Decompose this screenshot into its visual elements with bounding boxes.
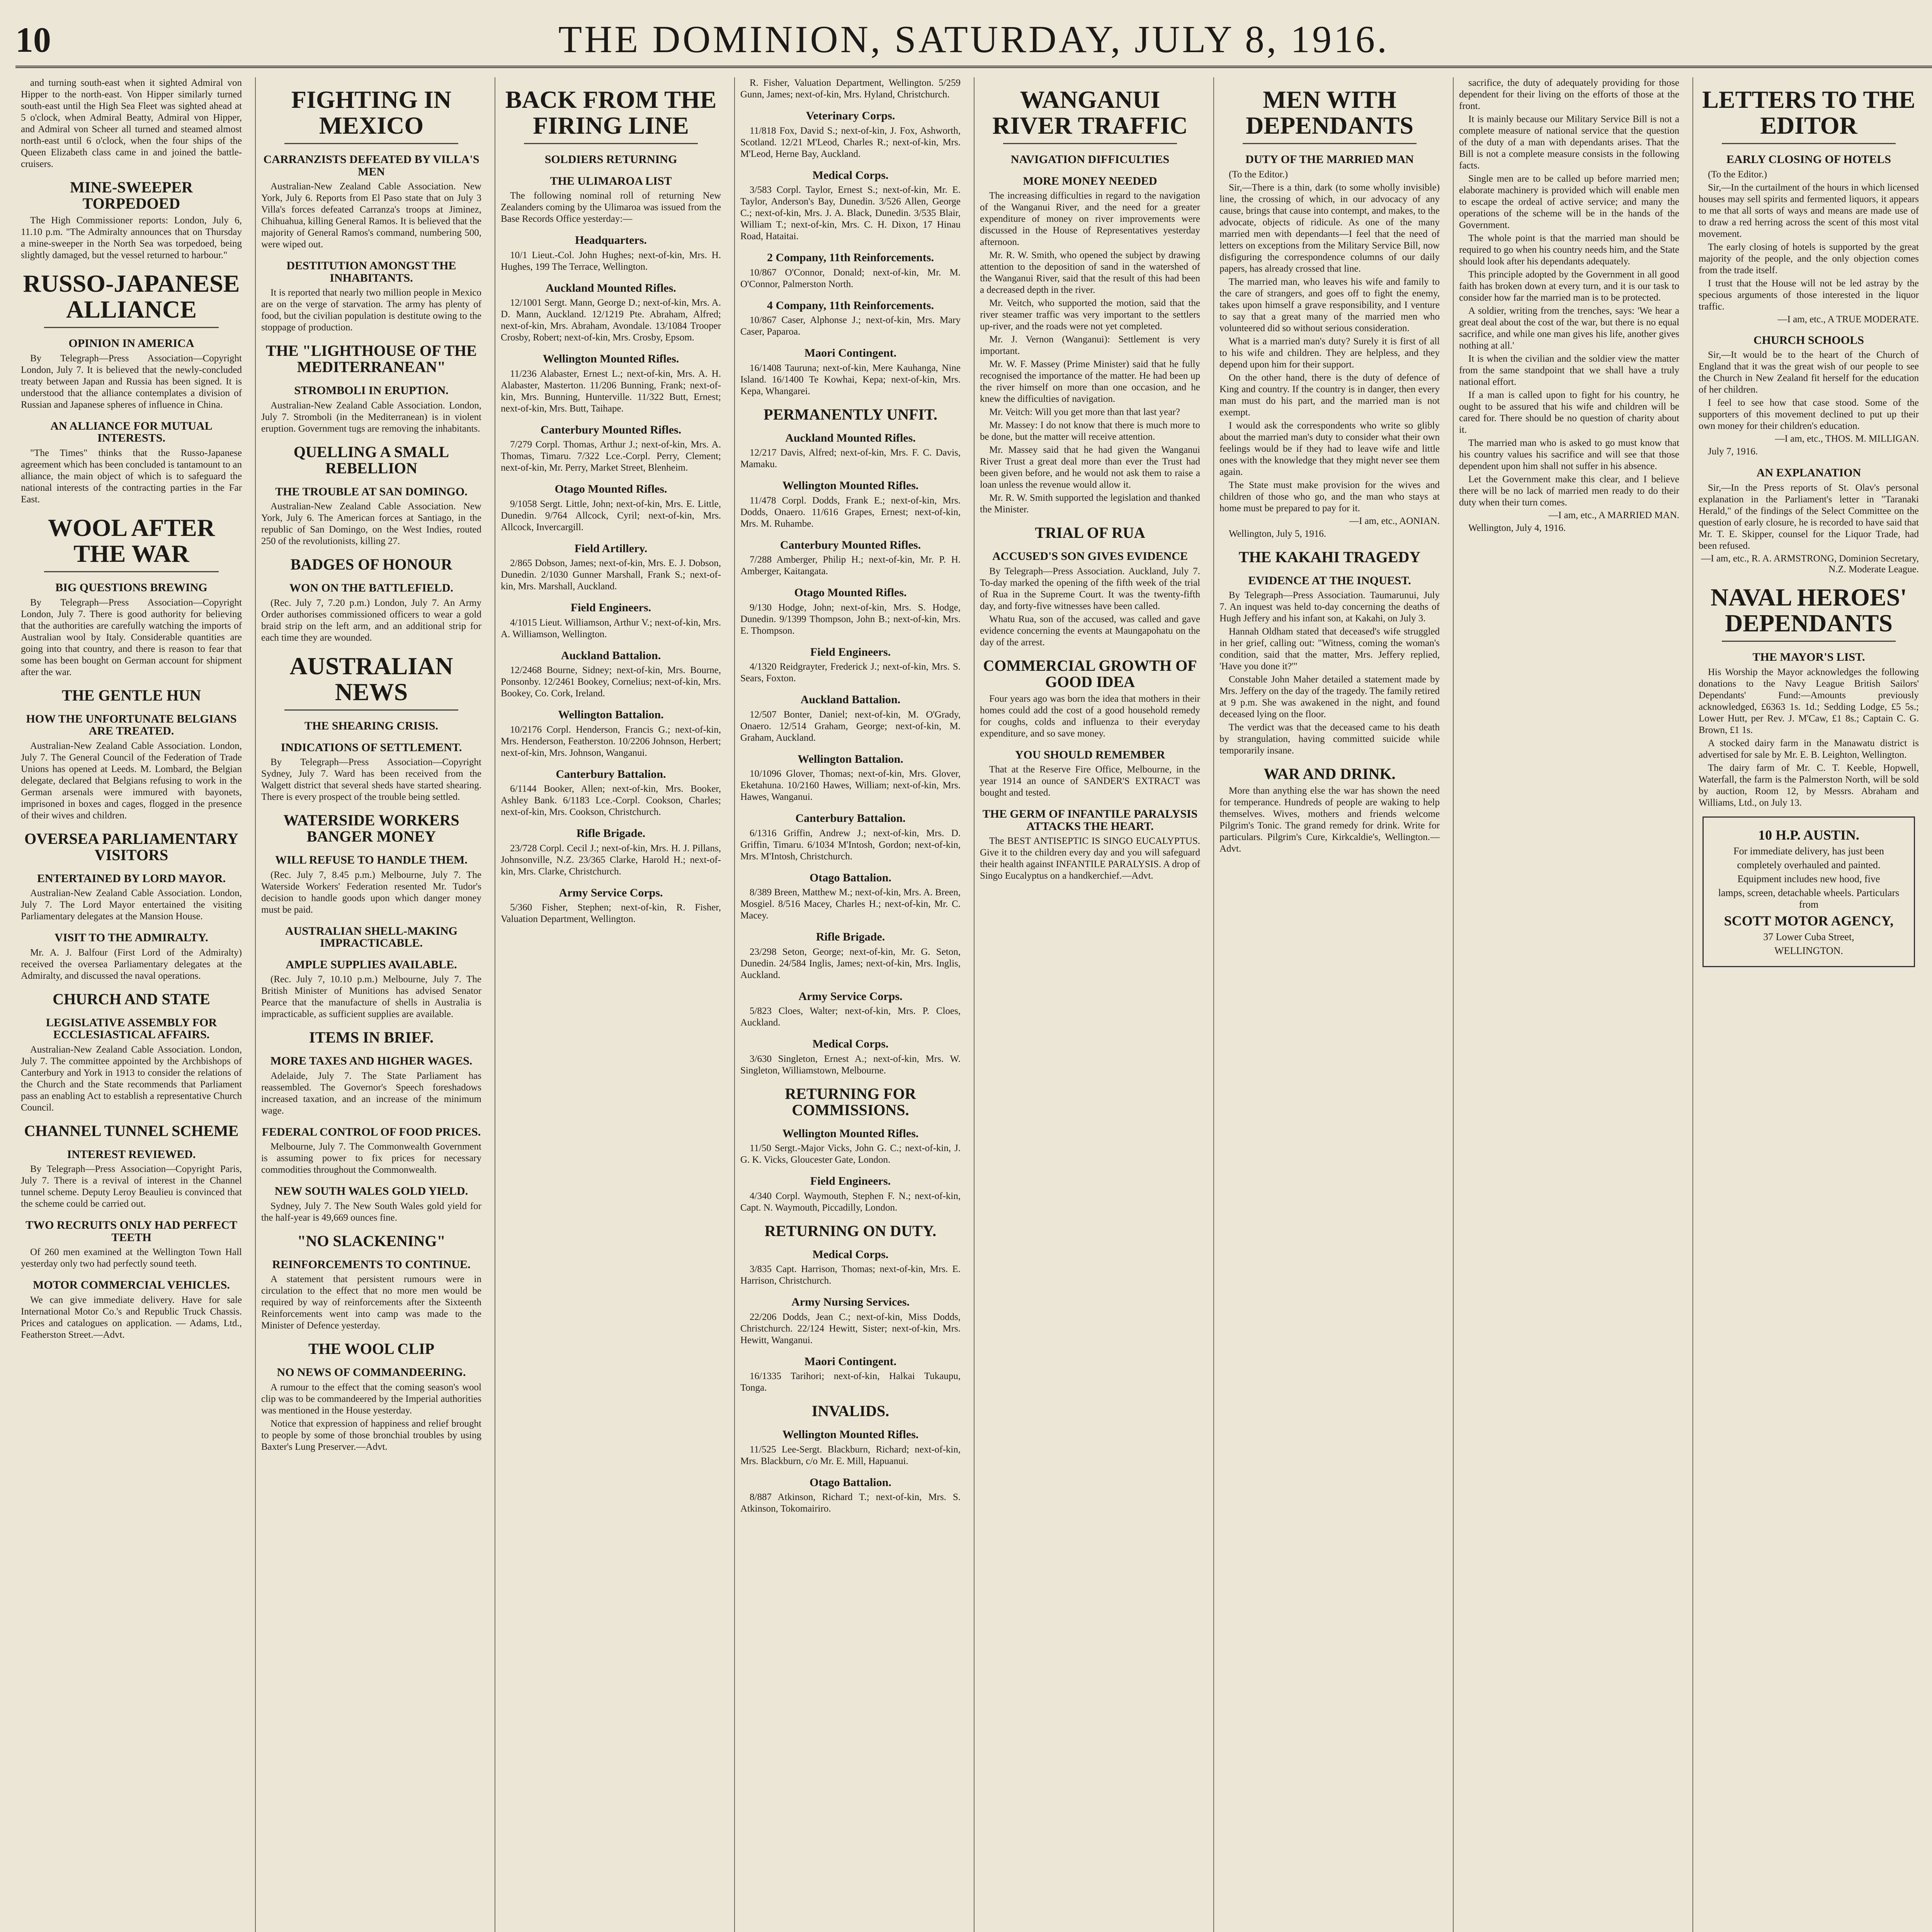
article-paragraph: What is a married man's duty? Surely it is first of all to his wife and children. They are helpless, and they depend upon him for their support. bbox=[1219, 336, 1440, 370]
section-heading: Wellington Mounted Rifles. bbox=[782, 479, 919, 492]
article-paragraph: 16/1408 Tauruna; next-of-kin, Mere Kauhanga, Nine Island. 16/1400 Te Kowhai, Kepa; next-of-kin, Mrs. Kepa, Whangarei. bbox=[740, 362, 961, 396]
article-paragraph: Single men are to be called up before married men; elaborate machinery is provided which will enable men to escape the ordeal of active service; and many the operations of the scheme will be in the hands of the Government. bbox=[1459, 173, 1679, 230]
article-paragraph: 3/835 Capt. Harrison, Thomas; next-of-kin, Mrs. E. Harrison, Christchurch. bbox=[740, 1264, 961, 1286]
article-paragraph: Constable John Maher detailed a statement made by Mrs. Jeffery on the day of the tragedy. The family retired at 9 p.m. She was awakened in the night, and found deceased lying on the floor. bbox=[1219, 674, 1440, 720]
article-paragraph: Mr. Massey: I do not know that there is much more to be done, but the matter will receive attention. bbox=[980, 420, 1200, 442]
section-heading: WILL REFUSE TO HANDLE THEM. bbox=[275, 854, 468, 867]
article-paragraph: A stocked dairy farm in the Manawatu district is advertised for sale by Mr. E. B. Leighton, Wellington. bbox=[1699, 738, 1919, 760]
section-heading: THE TROUBLE AT SAN DOMINGO. bbox=[275, 485, 468, 498]
headline: WOOL AFTER THE WAR bbox=[48, 514, 215, 568]
column bbox=[495, 77, 726, 1932]
section-heading: Headquarters. bbox=[575, 234, 647, 247]
article-paragraph: The increasing difficulties in regard to the navigation of the Wanganui River, and the need for a greater expenditure of money on river improvements were discussed in the House of Representatives yesterday afternoon. bbox=[980, 190, 1200, 248]
divider bbox=[1243, 143, 1417, 144]
article-paragraph: Australian-New Zealand Cable Association. London, July 7. The committee appointed by the Archbishops of Canterbury and York in 1913 to consider the relations of the Church and the State recommends that Parliament pass an enabling Act to establish a representative Church Council. bbox=[21, 1044, 242, 1113]
article-paragraph: 9/1058 Sergt. Little, John; next-of-kin, Mrs. E. Little, Dunedin. 9/764 Allcock, Cyril; next-of-kin, Mrs. Allcock, Invercargill. bbox=[501, 498, 721, 532]
column bbox=[15, 77, 247, 1932]
section-heading: WON ON THE BATTLEFIELD. bbox=[289, 582, 453, 595]
article-paragraph: "The Times" thinks that the Russo-Japanese agreement which has been concluded is tantamount to an alliance, the main object of which is to safeguard the national interests of the contracting parties in the Far East. bbox=[21, 447, 242, 505]
section-heading: Auckland Battalion. bbox=[561, 649, 661, 662]
article-paragraph: Whatu Rua, son of the accused, was called and gave evidence concerning the events at Maungapohatu on the day of the arrest. bbox=[980, 614, 1200, 648]
article-paragraph: R. Fisher, Valuation Department, Wellington. 5/259 Gunn, James; next-of-kin, Mrs. Hyland, Christchurch. bbox=[740, 78, 961, 100]
article-paragraph: I would ask the correspondents who write so glibly about the married man's duty to consider what their own feelings would be if they had to leave wife and little ones with the knowledge that they might never see them again. bbox=[1219, 420, 1440, 477]
article-paragraph: 5/360 Fisher, Stephen; next-of-kin, R. Fisher, Valuation Department, Wellington. bbox=[501, 902, 721, 925]
article-paragraph: Let the Government make this clear, and I believe there will be no lack of married men ready to do their duty when their turn comes. bbox=[1459, 474, 1679, 508]
article-paragraph: (To the Editor.) bbox=[1708, 169, 1767, 180]
section-heading: INDICATIONS OF SETTLEMENT. bbox=[281, 741, 462, 754]
section-heading: Rifle Brigade. bbox=[816, 930, 885, 943]
article-paragraph: I feel to see how that case stood. Some of the supporters of this movement declined to put up their own money for their children's education. bbox=[1699, 398, 1919, 432]
divider bbox=[1722, 641, 1896, 642]
article-paragraph: (Rec. July 7, 8.45 p.m.) Melbourne, July 7. The Waterside Workers' Federation resented Mr. Tudor's decision to handle goods upon which danger money must be paid. bbox=[261, 869, 481, 915]
subheadline: CHANNEL TUNNEL SCHEME bbox=[24, 1122, 239, 1139]
article-paragraph: 10/1 Lieut.-Col. John Hughes; next-of-kin, Mrs. H. Hughes, 199 The Terrace, Wellington. bbox=[501, 250, 721, 272]
divider bbox=[284, 143, 458, 144]
article-paragraph: 6/1144 Booker, Allen; next-of-kin, Mrs. Booker, Ashley Bank. 6/1183 Lce.-Corpl. Cookson, Charles; next-of-kin, Mrs. Cookson, Christchurch. bbox=[501, 784, 721, 818]
article-paragraph: Mr. A. J. Balfour (First Lord of the Admiralty) received the oversea Parliamentary delegates at the Admiralty, and discussed the naval operations. bbox=[21, 947, 242, 981]
subheadline: PERMANENTLY UNFIT. bbox=[764, 405, 937, 423]
section-heading: Otago Mounted Rifles. bbox=[794, 586, 907, 599]
letter-signature: —I am, etc., THOS. M. MILLIGAN. bbox=[1775, 434, 1919, 444]
headline: RUSSO-JAPANESE ALLIANCE bbox=[23, 270, 240, 323]
divider bbox=[1003, 143, 1177, 144]
article-paragraph: July 7, 1916. bbox=[1708, 446, 1758, 457]
article-paragraph: (Rec. July 7, 10.10 p.m.) Melbourne, July 7. The British Minister of Munitions has advised Senator Pearce that the manufacture of shells in Australia is impracticable, as sufficient supplies are available. bbox=[261, 974, 481, 1020]
subheadline: QUELLING A SMALL REBELLION bbox=[293, 443, 449, 477]
section-heading: Canterbury Battalion. bbox=[795, 812, 906, 825]
article-paragraph: Mr. Veitch: Will you get more than that last year? bbox=[989, 407, 1180, 418]
article-paragraph: 11/818 Fox, David S.; next-of-kin, J. Fox, Ashworth, Scotland. 12/21 M'Leod, Charles R.; next-of-kin, Mrs. M'Leod, Herne Bay, Auckland. bbox=[740, 125, 961, 159]
section-heading: THE GERM OF INFANTILE PARALYSIS ATTACKS THE HEART. bbox=[982, 808, 1198, 833]
advertisement-line: For immediate delivery, has just been bbox=[1733, 845, 1884, 857]
section-heading: LEGISLATIVE ASSEMBLY FOR ECCLESIASTICAL AFFAIRS. bbox=[46, 1016, 217, 1041]
article-paragraph: By Telegraph—Press Association—Copyright Paris, July 7. There is a revival of interest in the Channel tunnel scheme. Deputy Leroy Beaulieu is convinced that the scheme could be carried out. bbox=[21, 1164, 242, 1209]
article-paragraph: 4/1320 Reidgrayter, Frederick J.; next-of-kin, Mrs. S. Sears, Foxton. bbox=[740, 662, 961, 684]
article-paragraph: 10/867 O'Connor, Donald; next-of-kin, Mr. M. O'Connor, Palmerston North. bbox=[740, 267, 961, 289]
section-heading: SOLDIERS RETURNING bbox=[544, 153, 677, 166]
section-heading: FEDERAL CONTROL OF FOOD PRICES. bbox=[262, 1125, 481, 1138]
advertisement-line: 10 H.P. AUSTIN. bbox=[1758, 827, 1859, 843]
article-paragraph: (To the Editor.) bbox=[1229, 169, 1288, 180]
section-heading: Canterbury Battalion. bbox=[556, 767, 666, 781]
article-paragraph: 4/340 Corpl. Waymouth, Stephen F. N.; next-of-kin, Capt. N. Waymouth, Piccadilly, London. bbox=[740, 1190, 961, 1213]
article-paragraph: Wellington, July 5, 1916. bbox=[1229, 528, 1327, 539]
article-paragraph: By Telegraph—Press Association—Copyright London, July 7. There is good authority for believing that the authorities are carefully watching the imports of Australian wool by Italy. Considerable quantities are going into that country, and there is reason to fear that some has been bought on German account for shipment after the war. bbox=[21, 597, 242, 677]
article-paragraph: 10/2176 Corpl. Henderson, Francis G.; next-of-kin, Mrs. Henderson, Featherston. 10/2206 Johnson, Herbert; next-of-kin, Mrs. Johnson, Wanganui. bbox=[501, 724, 721, 758]
article-paragraph: The dairy farm of Mr. C. T. Keeble, Hopwell, Waterfall, the farm is the Palmerston North, will be sold by auction, Room 12, by Messrs. Abraham and Williams, Ltd., on July 13. bbox=[1699, 762, 1919, 808]
section-heading: THE ULIMAROA LIST bbox=[550, 174, 672, 187]
article-paragraph: 16/1335 Tarihori; next-of-kin, Halkai Tukaupu, Tonga. bbox=[740, 1371, 961, 1393]
subheadline: THE "LIGHTHOUSE OF THE MEDITERRANEAN" bbox=[266, 342, 477, 376]
column bbox=[255, 77, 487, 1932]
section-heading: Otago Battalion. bbox=[810, 1476, 891, 1489]
subheadline: THE WOOL CLIP bbox=[308, 1340, 434, 1358]
section-heading: Army Nursing Services. bbox=[791, 1296, 910, 1308]
article-paragraph: Sir,—There is a thin, dark (to some wholly invisible) line, the crossing of which, in our advocacy of any cause, brings that cause into contempt, and makes, to the advocate, objects of ridicule. As one of the many married men with dependants—I feel that the need of letters on exceptions from the Military Service Bill, now disfiguring the correspondence columns of our daily papers, has already crossed that line. bbox=[1219, 182, 1440, 274]
section-heading: Otago Mounted Rifles. bbox=[554, 483, 667, 496]
section-heading: DUTY OF THE MARRIED MAN bbox=[1245, 153, 1414, 166]
subheadline: INVALIDS. bbox=[811, 1402, 889, 1420]
subheadline: RETURNING ON DUTY. bbox=[764, 1222, 937, 1240]
columns bbox=[15, 77, 1932, 1932]
article-paragraph: (Rec. July 7, 7.20 p.m.) London, July 7. An Army Order authorises commissioned officers to wear a gold braid strip on the left arm, and an additional strip for each time they are wounded. bbox=[261, 597, 481, 643]
section-heading: Field Engineers. bbox=[810, 645, 891, 658]
article-paragraph: 7/279 Corpl. Thomas, Arthur J.; next-of-kin, Mrs. A. Thomas, Timaru. 7/322 Lce.-Corpl. Perry, Clement; next-of-kin, Mr. Perry, Market Street, Blenheim. bbox=[501, 439, 721, 473]
divider bbox=[44, 571, 219, 572]
section-heading: AUSTRALIAN SHELL-MAKING IMPRACTICABLE. bbox=[285, 924, 457, 950]
divider bbox=[524, 143, 698, 144]
article-paragraph: Adelaide, July 7. The State Parliament has reassembled. The Governor's Speech foreshadows increased taxation, and an increase of the minimum wage. bbox=[261, 1070, 481, 1116]
article-paragraph: 4/1015 Lieut. Williamson, Arthur V.; next-of-kin, Mrs. A. Williamson, Wellington. bbox=[501, 617, 721, 639]
section-heading: INTEREST REVIEWED. bbox=[67, 1148, 196, 1161]
article-paragraph: By Telegraph—Press Association—Copyright London, July 7. It is believed that the newly-concluded treaty between Japan and Russia has been signed. It is understood that the alliance contemplates a division of Russian and Japanese spheres of influence in China. bbox=[21, 353, 242, 410]
article-paragraph: Melbourne, July 7. The Commonwealth Government is assuming power to fix prices for necessary commodities throughout the Commonwealth. bbox=[261, 1141, 481, 1175]
section-heading: ENTERTAINED BY LORD MAYOR. bbox=[37, 872, 226, 885]
section-heading: TWO RECRUITS ONLY HAD PERFECT TEETH bbox=[26, 1219, 237, 1244]
article-paragraph: Mr. Massey said that he had given the Wanganui River Trust a great deal more than ever the Trust had been given before, and he would not ask them to raise a loan unless the revenue would allow it. bbox=[980, 445, 1200, 490]
headline: MEN WITH DEPENDANTS bbox=[1246, 86, 1413, 139]
column bbox=[734, 77, 966, 1932]
article-paragraph: 3/630 Singleton, Ernest A.; next-of-kin, Mrs. W. Singleton, Williamstown, Melbourne. bbox=[740, 1053, 961, 1076]
article-paragraph: The BEST ANTISEPTIC IS SINGO EUCALYPTUS. Give it to the children every day and you will safeguard their health against INFANTILE PARALYSIS. A drop of Singo Eucalyptus on a handkerchief.—Advt. bbox=[980, 836, 1200, 881]
subheadline: RETURNING FOR COMMISSIONS. bbox=[785, 1085, 916, 1119]
column bbox=[1453, 77, 1685, 1932]
article-paragraph: Hannah Oldham stated that deceased's wife struggled in her grief, calling out: "Witness, coming the woman's condition, said that the matter, Mrs. Jeffery replied, 'Have you done it?'" bbox=[1219, 626, 1440, 672]
section-heading: THE MAYOR'S LIST. bbox=[1752, 651, 1865, 664]
advertisement-line: Equipment includes new hood, five bbox=[1737, 873, 1880, 884]
advertisement bbox=[1702, 816, 1915, 967]
letter-signature: —I am, etc., R. A. ARMSTRONG, Dominion Secretary, N.Z. Moderate League. bbox=[1701, 553, 1919, 575]
section-heading: CARRANZISTS DEFEATED BY VILLA'S MEN bbox=[263, 153, 480, 178]
article-paragraph: Notice that expression of happiness and relief brought to people by some of those bronchial troubles by using Baxter's Lung Preserver.—Advt. bbox=[261, 1418, 481, 1452]
article-paragraph: The early closing of hotels is supported by the great majority of the people, and the only objection comes from the trade itself. bbox=[1699, 242, 1919, 276]
section-heading: Field Engineers. bbox=[570, 601, 651, 614]
section-heading: Veterinary Corps. bbox=[806, 109, 895, 122]
section-heading: Rifle Brigade. bbox=[576, 827, 646, 840]
advertisement-line: 37 Lower Cuba Street, bbox=[1763, 931, 1854, 942]
article-paragraph: 22/206 Dodds, Jean C.; next-of-kin, Miss Dodds, Christchurch. 22/124 Hewitt, Sister; next-of-kin, Mrs. Hewitt, Wanganui. bbox=[740, 1311, 961, 1345]
section-heading: AMPLE SUPPLIES AVAILABLE. bbox=[286, 958, 457, 971]
article-paragraph: It is when the civilian and the soldier view the matter from the same standpoint that we shall have a truly national effort. bbox=[1459, 354, 1679, 387]
article-paragraph: Australian-New Zealand Cable Association. London, July 7. The Lord Mayor entertained the visiting Parliamentary delegates at the Mansion House. bbox=[21, 888, 242, 922]
section-heading: MORE MONEY NEEDED bbox=[1023, 174, 1157, 187]
subheadline: BADGES OF HONOUR bbox=[290, 556, 452, 573]
article-paragraph: Mr. J. Vernon (Wanganui): Settlement is very important. bbox=[980, 334, 1200, 357]
advertisement-line: completely overhauled and painted. bbox=[1737, 859, 1881, 871]
article-paragraph: I trust that the House will not be led astray by the specious arguments of those interested in the liquor traffic. bbox=[1699, 278, 1919, 312]
subheadline: CHURCH AND STATE bbox=[53, 990, 210, 1008]
article-paragraph: Wellington, July 4, 1916. bbox=[1468, 523, 1566, 533]
article-paragraph: 7/288 Amberger, Philip H.; next-of-kin, Mr. P. H. Amberger, Kaitangata. bbox=[740, 554, 961, 577]
article-paragraph: 10/1096 Glover, Thomas; next-of-kin, Mrs. Glover, Eketahuna. 10/2160 Hawes, William; next-of-kin, Mrs. Hawes, Wanganui. bbox=[740, 769, 961, 802]
section-heading: Maori Contingent. bbox=[804, 347, 897, 359]
article-paragraph: Mr. Veitch, who supported the motion, said that the river steamer traffic was very important to the settlers up-river, and the roads were not yet completed. bbox=[980, 298, 1200, 332]
subheadline: OVERSEA PARLIAMENTARY VISITORS bbox=[24, 830, 238, 864]
section-heading: Maori Contingent. bbox=[804, 1355, 897, 1368]
article-paragraph: 11/478 Corpl. Dodds, Frank E.; next-of-kin, Mrs. Dodds, Onaero. 11/616 Grapes, Ernest; next-of-kin, Mrs. M. Ruhambe. bbox=[740, 495, 961, 529]
section-heading: Army Service Corps. bbox=[559, 886, 663, 899]
section-heading: Medical Corps. bbox=[812, 1037, 889, 1050]
section-heading: EARLY CLOSING OF HOTELS bbox=[1726, 153, 1891, 166]
section-heading: STROMBOLI IN ERUPTION. bbox=[294, 384, 449, 397]
subheadline: MINE-SWEEPER TORPEDOED bbox=[70, 179, 193, 212]
section-heading: NEW SOUTH WALES GOLD YIELD. bbox=[274, 1185, 468, 1198]
letter-signature: —I am, etc., AONIAN. bbox=[1349, 515, 1440, 526]
section-heading: 2 Company, 11th Reinforcements. bbox=[767, 251, 934, 264]
headline: LETTERS TO THE EDITOR bbox=[1702, 86, 1915, 139]
subheadline: WAR AND DRINK. bbox=[1264, 765, 1396, 783]
article-paragraph: By Telegraph—Press Association. Auckland, July 7. To-day marked the opening of the fifth week of the trial of Rua in the Supreme Court. It was the twenty-fifth day, and forty-five witnesses have been called. bbox=[980, 566, 1200, 611]
article-paragraph: His Worship the Mayor acknowledges the following donations to the Navy League British Sailors' Dependants' Fund:—Amounts previously acknowledged, £6363 1s. 1d.; Sedding Lodge, £5 5s.; Lower Hutt, per Rev. J. M'Caw, £1 8s.; Captain C. G. Brown, £1 1s. bbox=[1699, 667, 1919, 735]
advertisement-line: SCOTT MOTOR AGENCY, bbox=[1724, 913, 1894, 929]
article-paragraph: 9/130 Hodge, John; next-of-kin, Mrs. S. Hodge, Dunedin. 9/1399 Thompson, John B.; next-of-kin, Mrs. E. Thompson. bbox=[740, 602, 961, 636]
section-heading: Wellington Battalion. bbox=[798, 752, 903, 765]
article-paragraph: 6/1316 Griffin, Andrew J.; next-of-kin, Mrs. D. Griffin, Timaru. 6/1034 M'Intosh, Gordon; next-of-kin, Mrs. M'Intosh, Christchurch. bbox=[740, 828, 961, 862]
headline: BACK FROM THE FIRING LINE bbox=[505, 86, 717, 139]
article-paragraph: 12/1001 Sergt. Mann, George D.; next-of-kin, Mrs. A. D. Mann, Auckland. 12/1219 Pte. Abraham, Alfred; next-of-kin, Mrs. Abraham, Avondale. 13/1084 Trooper Crosby, Robert; next-of-kin, Mrs. Crosby, Epsom. bbox=[501, 298, 721, 343]
section-heading: AN ALLIANCE FOR MUTUAL INTERESTS. bbox=[50, 419, 213, 445]
article-paragraph: That at the Reserve Fire Office, Melbourne, in the year 1914 an ounce of SANDER'S EXTRACT was bought and tested. bbox=[980, 764, 1200, 798]
article-paragraph: Mr. R. W. Smith, who opened the subject by drawing attention to the deposition of sand in the watershed of the Wanganui River, said that the result of this had been a decreased depth in the river. bbox=[980, 250, 1200, 296]
article-paragraph: Australian-New Zealand Cable Association. London, July 7. The General Council of the Federation of Trade Unions has opened at Leeds. M. Lombard, the Belgian delegate, declared that Belgians refusing to work in the German arsenals were immured with bayonets, imprisoned in boxes and cages, flogged in the presence of their wives and children. bbox=[21, 740, 242, 821]
page-number: 10 bbox=[15, 20, 51, 60]
section-heading: 4 Company, 11th Reinforcements. bbox=[767, 299, 934, 312]
divider bbox=[1722, 143, 1896, 144]
article-paragraph: 11/50 Sergt.-Major Vicks, John G. C.; next-of-kin, J. G. K. Vicks, Gloucester Gate, London. bbox=[740, 1143, 961, 1165]
article-paragraph: 11/236 Alabaster, Ernest L.; next-of-kin, Mrs. A. H. Alabaster, Masterton. 11/206 Bunning, Frank; next-of-kin, Mrs. Bunning, Hunterville. 11/322 Butt, Ernest; next-of-kin, Mrs. Butt, Taihape. bbox=[501, 368, 721, 414]
article-paragraph: A rumour to the effect that the coming season's wool clip was to be commandeered by the Imperial authorities was mentioned in the House yesterday. bbox=[261, 1382, 481, 1416]
headline: NAVAL HEROES' DEPENDANTS bbox=[1710, 583, 1907, 637]
article-paragraph: A soldier, writing from the trenches, says: 'We hear a great deal about the cost of the war, but there is no equal sacrifice, and while one man gives his life, another gives nothing at all.' bbox=[1459, 306, 1679, 351]
subheadline: WATERSIDE WORKERS BANGER MONEY bbox=[283, 811, 459, 845]
section-heading: Auckland Mounted Rifles. bbox=[546, 281, 676, 294]
article-paragraph: The following nominal roll of returning New Zealanders coming by the Ulimaroa was issued from the Base Records Office yesterday:— bbox=[501, 190, 721, 224]
section-heading: NO NEWS OF COMMANDEERING. bbox=[277, 1366, 466, 1379]
section-heading: Medical Corps. bbox=[812, 168, 889, 182]
article-paragraph: It is reported that nearly two million people in Mexico are on the verge of starvation. The army has plenty of food, but the civilian population is destitute owing to the stoppage of production. bbox=[261, 287, 481, 333]
masthead bbox=[15, 12, 1932, 68]
letter-signature: —I am, etc., A TRUE MODERATE. bbox=[1777, 314, 1919, 325]
article-paragraph: The verdict was that the deceased came to his death by strangulation, having committed suicide while temporarily insane. bbox=[1219, 722, 1440, 756]
article-paragraph: Australian-New Zealand Cable Association. London, July 7. Stromboli (in the Mediterranean) is in violent eruption. Government tugs are removing the inhabitants. bbox=[261, 400, 481, 434]
article-paragraph: 12/2468 Bourne, Sidney; next-of-kin, Mrs. Bourne, Ponsonby. 12/2461 Bookey, Cornelius; next-of-kin, Mrs. Bookey, Co. Cork, Ireland. bbox=[501, 665, 721, 699]
article-paragraph: The married man who is asked to go must know that his country values his sacrifice and will see that those dependent upon him shall not suffer in his absence. bbox=[1459, 438, 1679, 471]
section-heading: Army Service Corps. bbox=[798, 990, 903, 1003]
article-paragraph: The whole point is that the married man should be required to go when his country needs him, and the State should look after his dependants adequately. bbox=[1459, 233, 1679, 267]
article-paragraph: More than anything else the war has shown the need for temperance. Hundreds of people are waking to help themselves. Wives, mothers and friends welcome Pilgrim's Tonic. The grand remedy for drink. Write for particulars. Pilgrim's Cure, Kirkcaldie's, Wellington.—Advt. bbox=[1219, 786, 1440, 854]
section-heading: CHURCH SCHOOLS bbox=[1753, 333, 1864, 347]
article-paragraph: 10/867 Caser, Alphonse J.; next-of-kin, Mrs. Mary Caser, Paparoa. bbox=[740, 315, 961, 337]
article-paragraph: This principle adopted by the Government in all good faith has broken down at every turn, and it is our task to consider how far the married man is to be protected. bbox=[1459, 269, 1679, 303]
article-paragraph: 23/298 Seton, George; next-of-kin, Mr. G. Seton, Dunedin. 24/584 Inglis, James; next-of-kin, Mrs. Inglis, Auckland. bbox=[740, 946, 961, 980]
article-paragraph: 23/728 Corpl. Cecil J.; next-of-kin, Mrs. H. J. Pillans, Johnsonville, N.Z. 23/365 Clarke, Harold H.; next-of-kin, Mrs. Clarke, Christchurch. bbox=[501, 843, 721, 877]
section-heading: BIG QUESTIONS BREWING bbox=[55, 581, 207, 594]
article-paragraph: Mr. R. W. Smith supported the legislation and thanked the Minister. bbox=[980, 493, 1200, 515]
article-paragraph: On the other hand, there is the duty of defence of King and country. If the country is in danger, then every man must do his part, and the married man is not exempt. bbox=[1219, 372, 1440, 418]
section-heading: MOTOR COMMERCIAL VEHICLES. bbox=[33, 1279, 230, 1292]
section-heading: Auckland Mounted Rifles. bbox=[785, 431, 916, 444]
section-heading: Field Engineers. bbox=[810, 1175, 891, 1187]
section-heading: EVIDENCE AT THE INQUEST. bbox=[1248, 574, 1411, 587]
headline: AUSTRALIAN NEWS bbox=[289, 652, 453, 706]
section-heading: Wellington Battalion. bbox=[558, 708, 664, 721]
headline: WANGANUI RIVER TRAFFIC bbox=[992, 86, 1188, 139]
section-heading: ACCUSED'S SON GIVES EVIDENCE bbox=[992, 550, 1188, 563]
article-paragraph: 3/583 Corpl. Taylor, Ernest S.; next-of-kin, Mr. E. Taylor, Anderson's Bay, Dunedin. 3/526 Allen, George C.; next-of-kin, Mrs. J. A. Black, Dunedin. 3/535 Blair, William T.; next-of-kin, Mrs. C. H. Dixon, 17 Hinau Road, Hataitai. bbox=[740, 185, 961, 242]
subheadline: COMMERCIAL GROWTH OF GOOD IDEA bbox=[983, 656, 1197, 690]
section-heading: OPINION IN AMERICA bbox=[68, 337, 194, 350]
divider bbox=[44, 327, 219, 328]
article-paragraph: 8/389 Breen, Matthew M.; next-of-kin, Mrs. A. Breen, Mosgiel. 8/516 Macey, Charles H.; next-of-kin, Mr. C. Macey. bbox=[740, 887, 961, 921]
article-paragraph: Sir,—In the Press reports of St. Olav's personal explanation in the Parliament's letter in "Taranaki Herald," of the findings of the Select Committee on the question of early closure, he is recorded to have said that Mr. T. E. Skipper, counsel for the Liquor Trade, had been refused. bbox=[1699, 482, 1919, 551]
article-paragraph: Sydney, July 7. The New South Wales gold yield for the half-year is 49,669 ounces fine. bbox=[261, 1201, 481, 1223]
section-heading: THE SHEARING CRISIS. bbox=[304, 719, 438, 733]
article-paragraph: 8/887 Atkinson, Richard T.; next-of-kin, Mrs. S. Atkinson, Tokomairiro. bbox=[740, 1492, 961, 1514]
section-heading: MORE TAXES AND HIGHER WAGES. bbox=[270, 1054, 473, 1068]
article-paragraph: Sir,—In the curtailment of the hours in which licensed houses may sell spirits and fermented liquors, it appears to me that all sorts of ways and means are made use of to draw a red herring across the scent of this most vital movement. bbox=[1699, 182, 1919, 239]
article-paragraph: A statement that persistent rumours were in circulation to the effect that no more men would be required by way of reinforcements after the Sixteenth Reinforcements went into camp was made to the Minister of Defence yesterday. bbox=[261, 1274, 481, 1331]
section-heading: YOU SHOULD REMEMBER bbox=[1015, 748, 1165, 761]
section-heading: Field Artillery. bbox=[574, 542, 648, 555]
subheadline: TRIAL OF RUA bbox=[1035, 524, 1145, 542]
article-paragraph: Australian-New Zealand Cable Association. New York, July 6. Reports from El Paso state that on July 3 Villa's forces defeated Carranza's troops at Jiminez, Chihuahua, killing General Ramos. It is believed that the majority of General Ramos's command, numbering 500, were wiped out. bbox=[261, 181, 481, 250]
article-paragraph: 12/217 Davis, Alfred; next-of-kin, Mrs. F. C. Davis, Mamaku. bbox=[740, 447, 961, 469]
article-paragraph: 5/823 Cloes, Walter; next-of-kin, Mrs. P. Cloes, Auckland. bbox=[740, 1006, 961, 1028]
article-paragraph: By Telegraph—Press Association. Taumarunui, July 7. An inquest was held to-day concerning the deaths of Hugh Jeffery and his infant son, at Kakahi, on July 3. bbox=[1219, 590, 1440, 624]
article-paragraph: 12/507 Bonter, Daniel; next-of-kin, M. O'Grady, Onaero. 12/514 Graham, George; next-of-kin, M. Graham, Auckland. bbox=[740, 709, 961, 743]
divider bbox=[284, 709, 458, 711]
article-paragraph: We can give immediate delivery. Have for sale International Motor Co.'s and Republic Truck Chassis. Prices and catalogues on application. — Adams, Ltd., Featherston Street.—Advt. bbox=[21, 1294, 242, 1340]
article-paragraph: Sir,—It would be to the heart of the Church of England that it was the great wish of our people to see the Church in New Zealand fit herself for the education of her children. bbox=[1699, 350, 1919, 395]
column bbox=[974, 77, 1206, 1932]
subheadline: ITEMS IN BRIEF. bbox=[309, 1029, 434, 1046]
section-heading: Medical Corps. bbox=[812, 1248, 889, 1261]
article-paragraph: The High Commissioner reports: London, July 6, 11.10 p.m. "The Admiralty announces that on Thursday a mine-sweeper in the North Sea was torpedoed, being slightly damaged, but the vessel returned to harbour." bbox=[21, 215, 242, 260]
subheadline: THE GENTLE HUN bbox=[61, 686, 201, 704]
section-heading: HOW THE UNFORTUNATE BELGIANS ARE TREATED. bbox=[26, 712, 237, 738]
article-paragraph: Four years ago was born the idea that mothers in their homes could add the cost of a good household remedy for coughs, colds and influenza to their everyday expenditure, and so save money. bbox=[980, 693, 1200, 739]
section-heading: Otago Battalion. bbox=[810, 871, 891, 884]
subheadline: THE KAKAHI TRAGEDY bbox=[1238, 548, 1421, 566]
article-paragraph: It is mainly because our Military Service Bill is not a complete measure of national service that the question of the duty of a man with dependants arises. That the Bill is not a complete measure consists in the following facts. bbox=[1459, 114, 1679, 171]
section-heading: AN EXPLANATION bbox=[1756, 466, 1861, 480]
article-paragraph: sacrifice, the duty of adequately providing for those dependent for their living on the efforts of those at the front. bbox=[1459, 78, 1679, 111]
article-paragraph: The State must make provision for the wives and children of those who go, and the man who stays at home must be prepared to pay for it. bbox=[1219, 480, 1440, 514]
subheadline: "NO SLACKENING" bbox=[297, 1232, 446, 1250]
column bbox=[1213, 77, 1445, 1932]
section-heading: Canterbury Mounted Rifles. bbox=[780, 538, 921, 551]
paper-title: THE DOMINION, SATURDAY, JULY 8, 1916. bbox=[558, 18, 1389, 61]
advertisement-line: lamps, screen, detachable wheels. Particulars from bbox=[1718, 887, 1900, 910]
section-heading: VISIT TO THE ADMIRALTY. bbox=[54, 931, 208, 944]
advertisement-line: WELLINGTON. bbox=[1774, 945, 1843, 956]
section-heading: DESTITUTION AMONGST THE INHABITANTS. bbox=[286, 259, 456, 284]
letter-signature: —I am, etc., A MARRIED MAN. bbox=[1548, 510, 1679, 520]
article-paragraph: Mr. W. F. Massey (Prime Minister) said that he fully recognised the importance of the matter. He had been up the river himself on more than one occasion, and he knew the difficulties of navigation. bbox=[980, 359, 1200, 405]
article-paragraph: Australian-New Zealand Cable Association. New York, July 6. The American forces at Santiago, in the republic of San Domingo, on the West Indies, routed 250 of the revolutionists, killing 27. bbox=[261, 501, 481, 547]
section-heading: Auckland Battalion. bbox=[800, 693, 901, 706]
section-heading: Wellington Mounted Rifles. bbox=[782, 1428, 919, 1441]
article-paragraph: 11/525 Lee-Sergt. Blackburn, Richard; next-of-kin, Mrs. Blackburn, c/o Mr. E. Mill, Hapuanui. bbox=[740, 1444, 961, 1466]
article-paragraph: By Telegraph—Press Association—Copyright Sydney, July 7. Ward has been received from the Walgett district that several sheds have started shearing. There is every prospect of the trouble being settled. bbox=[261, 757, 481, 803]
section-heading: REINFORCEMENTS TO CONTINUE. bbox=[272, 1258, 471, 1271]
article-paragraph: The married man, who leaves his wife and family to the care of strangers, and goes off to fight the enemy, takes upon himself a grave responsibility, and I venture to say that a great many of the married men who volunteered did so without serious consideration. bbox=[1219, 276, 1440, 333]
article-paragraph: If a man is called upon to fight for his country, he ought to be assured that his wife and children will be cared for. There should be no question of charity about it. bbox=[1459, 390, 1679, 435]
section-heading: Wellington Mounted Rifles. bbox=[782, 1127, 919, 1140]
column bbox=[1692, 77, 1924, 1932]
section-heading: Wellington Mounted Rifles. bbox=[543, 352, 679, 366]
article-paragraph: and turning south-east when it sighted Admiral von Hipper to the north-east. Von Hipper similarly turned south-east until the High Sea Fleet was sighted ahead at 5 o'clock, when Admiral Beatty, Admiral von Hipper, and Admiral von Scheer all turned and steamed almost north-east until 6 o'clock, when the four ships of the Queen Elizabeth class came in and joined the battle-cruisers. bbox=[21, 78, 242, 169]
headline: FIGHTING IN MEXICO bbox=[291, 86, 452, 139]
article-paragraph: 2/865 Dobson, James; next-of-kin, Mrs. E. J. Dobson, Dunedin. 2/1030 Gunner Marshall, Frank S.; next-of-kin, Mrs. Marshall, Auckland. bbox=[501, 558, 721, 592]
article-paragraph: Of 260 men examined at the Wellington Town Hall yesterday only two had perfectly sound teeth. bbox=[21, 1247, 242, 1269]
section-heading: NAVIGATION DIFFICULTIES bbox=[1010, 153, 1170, 166]
section-heading: Canterbury Mounted Rifles. bbox=[540, 423, 682, 436]
